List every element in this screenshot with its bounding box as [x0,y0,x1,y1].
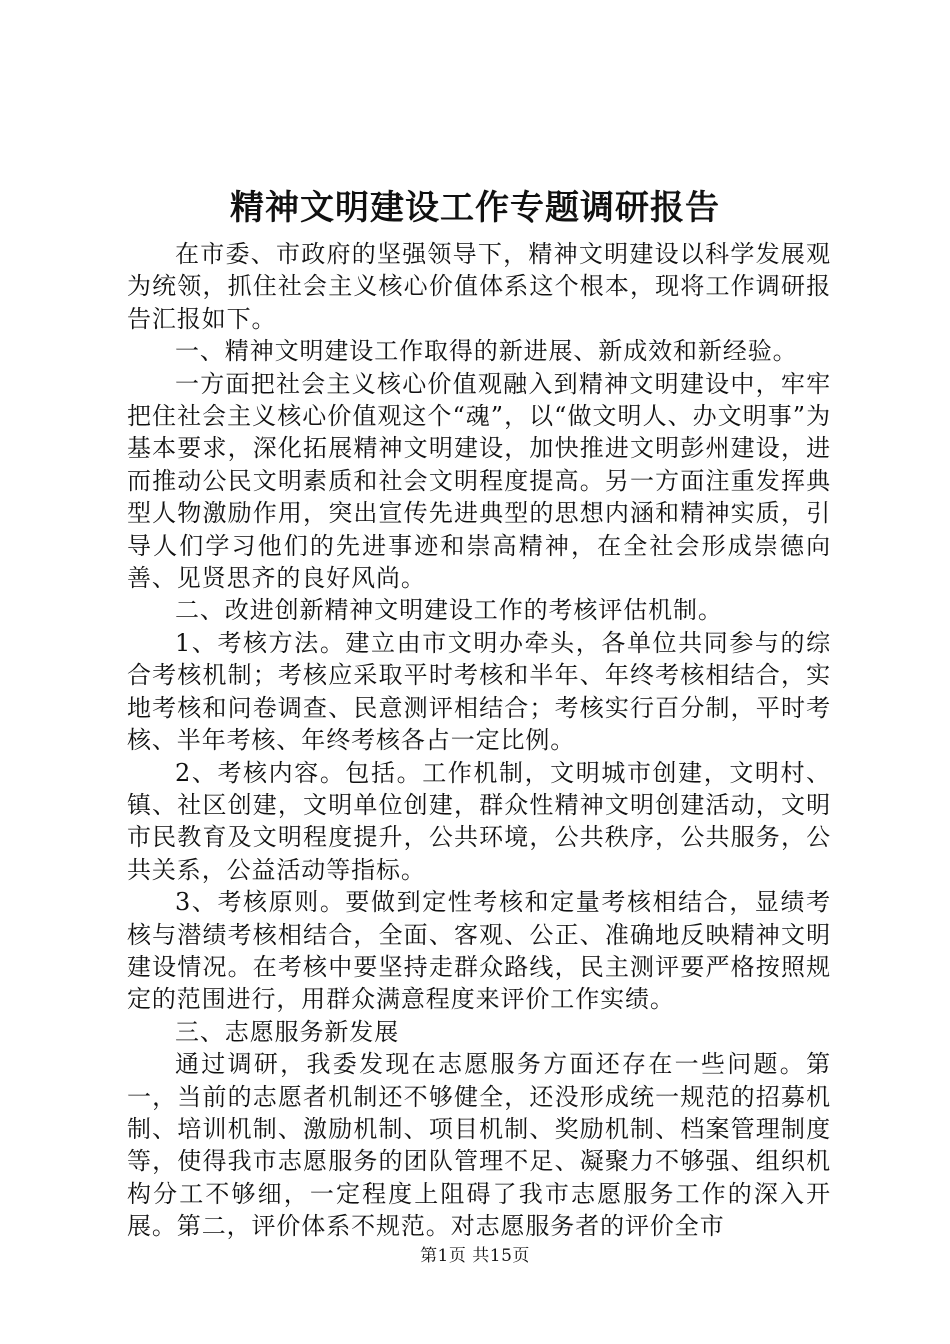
paragraph-assessment-method: 1、考核方法。建立由市文明办牵头，各单位共同参与的综合考核机制；考核应采取平时考核和半年、年终考核相结合，实地考核和问卷调查、民意测评相结合；考核实行百分制，平时考核、半年考核、年终考核各占一定比例。 [127,628,831,755]
document-title: 精神文明建设工作专题调研报告 [230,188,720,228]
paragraph-volunteer-issues: 通过调研，我委发现在志愿服务方面还存在一些问题。第一，当前的志愿者机制还不够健全，还没形成统一规范的招募机制、培训机制、激励机制、项目机制、奖励机制、档案管理制度等，使得我市志愿服务的团队管理不足、凝聚力不够强、组织机构分工不够细，一定程度上阻碍了我市志愿服务工作的深入开展。第二，评价体系不规范。对志愿服务者的评价全市 [127,1050,831,1241]
paragraph-section-1: 一方面把社会主义核心价值观融入到精神文明建设中，牢牢把住社会主义核心价值观这个“魂”，以“做文明人、办文明事”为基本要求，深化拓展精神文明建设，加快推进文明彭州建设，进而推动公民文明素质和社会文明程度提高。另一方面注重发挥典型人物激励作用，突出宣传先进典型的思想内涵和精神实质，引导人们学习他们的先进事迹和崇高精神，在全社会形成崇德向善、见贤思齐的良好风尚。 [127,369,831,593]
document-body [127,238,831,1243]
page-number-footer: 第1页 共15页 [420,1246,530,1266]
section-heading-1: 一、精神文明建设工作取得的新进展、新成效和新经验。 [175,337,798,366]
paragraph-intro: 在市委、市政府的坚强领导下，精神文明建设以科学发展观为统领，抓住社会主义核心价值体系这个根本，现将工作调研报告汇报如下。 [127,240,831,333]
paragraph-assessment-principle: 3、考核原则。要做到定性考核和定量考核相结合，显绩考核与潜绩考核相结合，全面、客观、公正、准确地反映精神文明建设情况。在考核中要坚持走群众路线，民主测评要严格按照规定的范围进行，用群众满意程度来评价工作实绩。 [127,888,831,1014]
section-heading-3: 三、志愿服务新发展 [175,1017,400,1046]
section-heading-2: 二、改进创新精神文明建设工作的考核评估机制。 [175,596,723,625]
paragraph-assessment-content: 2、考核内容。包括。工作机制，文明城市创建，文明村、镇、社区创建，文明单位创建，群众性精神文明创建活动，文明市民教育及文明程度提升，公共环境，公共秩序，公共服务，公共关系，公益活动等指标。 [127,758,831,884]
